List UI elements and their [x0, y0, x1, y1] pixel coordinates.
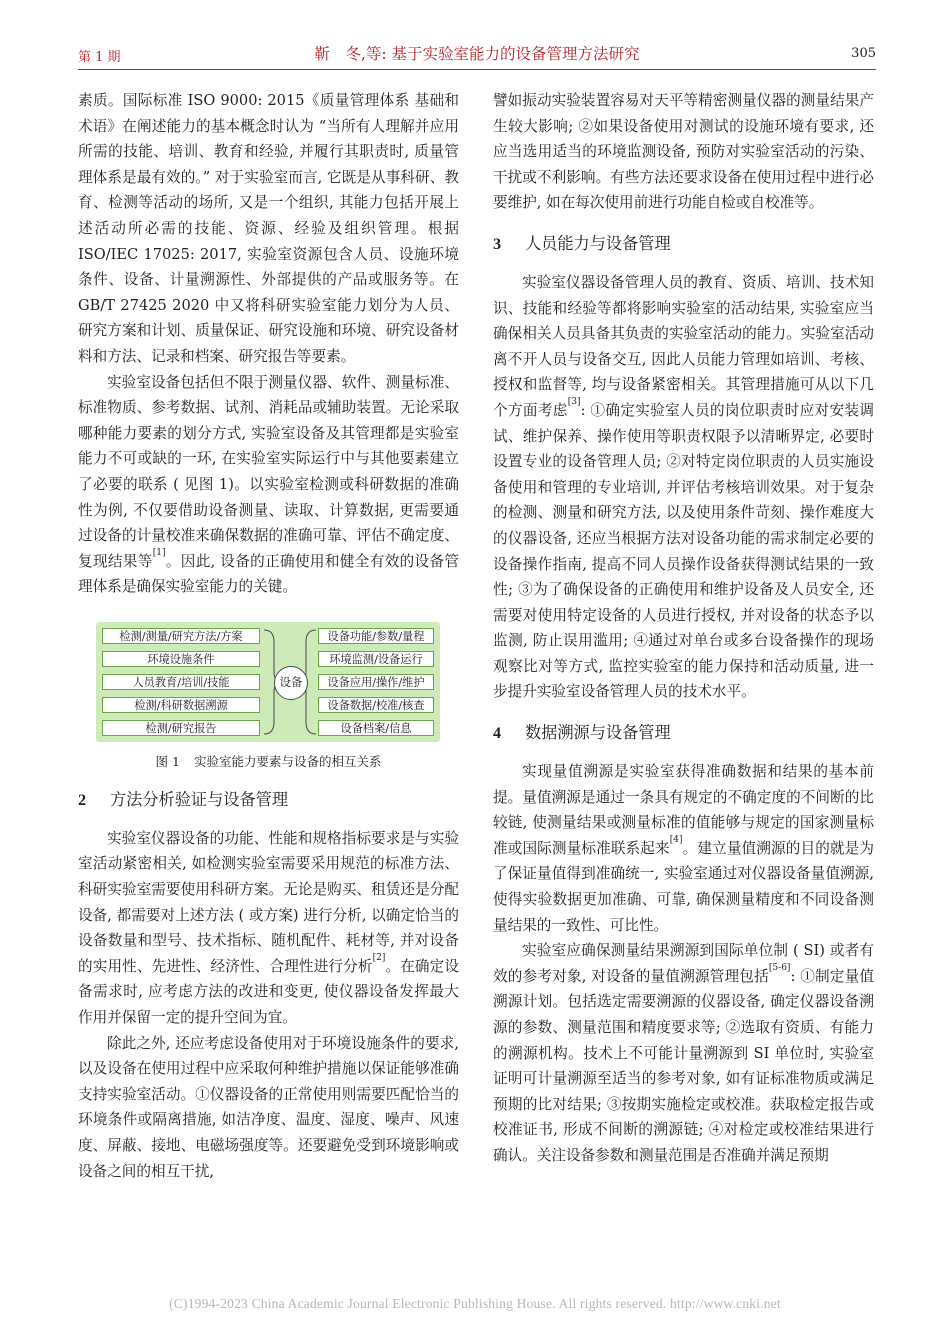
left-element-box: 环境设施条件 — [102, 651, 260, 667]
paragraph: 除此之外, 还应考虑设备使用对于环境设施条件的要求, 以及设备在使用过程中应采取何种维护措施以保证能够准确支持实验室活动。①仪器设备的正常使用则需要匹配恰当的环境条件或隔离措施, 如洁净度、温度、湿度、噪声、风速度、屏蔽、接地、电磁场强度等。还要避免受到环境影响或设备之间的相互干扰, — [78, 1034, 459, 1180]
paragraph: 实验室设备包括但不限于测量仪器、软件、测量标准、标准物质、参考数据、试剂、消耗品或辅助装置。无论采取哪种能力要素的划分方式, 实验室设备及其管理都是实验室能力不可或缺的一环, 在实验室实际运行中与其他要素建立了必要的联系 ( 见图 1)。以实验室检测或科研数据的准确性为例, 不仅要借助设备测量、读取、计算数据, 更需要通过设备的计量校准来确保数据的准确可靠、评估不确定度、复现结果等[1]。因此, 设备的正确使用和健全有效的设备管理体系是确保实验室能力的关键。 — [78, 373, 459, 596]
section-heading: 3 人员能力与设备管理 — [493, 233, 671, 253]
issue-number: 第 1 期 — [78, 50, 121, 65]
paragraph: 素质。国际标准 ISO 9000: 2015《质量管理体系 基础和术语》在阐述能力的基本概念时认为 “当所有人理解并应用所需的技能、培训、教育和经验, 并履行其职责时, 质量管理体系是最有效的。” 对于实验室而言, 它既是从事科研、教育、检测等活动的场所, 又是一个组织, 其能力包括开展上述活动所必需的技能、资源、经验及组织管理。根据 ISO/IEC 17025: 2017, 实验室资源包含人员、设施环境条件、设备、计量溯源性、外部提供的产品或服务等。在 GB/T 27425 2020 中又将科研实验室能力划分为人员、研究方案和计划、质量保证、研究设施和环境、研究设备材料和方法、记录和档案、研究报告等要素。 — [78, 92, 459, 365]
figure-1 — [96, 622, 440, 735]
copyright-footer: (C)1994-2023 China Academic Journal Electronic Publishing House. All rights reserved. http://www.cnki.net — [169, 1296, 781, 1311]
citation[interactable]: [2] — [372, 952, 386, 963]
paragraph: 实验室应确保测量结果溯源到国际单位制 ( SI) 或者有效的参考对象, 对设备的量值溯源管理包括[5-6]: ①制定量值溯源计划。包括选定需要溯源的仪器设备, 确定仪器设备溯源的参数、测量范围和精度要求等; ②选取有资质、有能力的溯源机构。技术上不可能计量溯源到 SI 单位时, 实验室证明可计量溯源至适当的参考对象, 如有证标准物质或满足预期的比对结果; ③按期实施检定或校准。获取检定报告或校准证书, 形成不间断的溯源链; ④对检定或校准结果进行确认。关注设备参数和测量范围是否准确并满足预期 — [493, 942, 875, 1164]
header-rule — [78, 69, 876, 70]
section-heading: 4 数据溯源与设备管理 — [493, 723, 671, 743]
citation[interactable]: [4] — [669, 834, 683, 845]
right-element-box: 设备档案/信息 — [318, 720, 434, 736]
right-element-box: 设备数据/校准/核查 — [318, 697, 434, 713]
right-element-box: 设备应用/操作/维护 — [318, 674, 434, 690]
paragraph: 譬如振动实验装置容易对天平等精密测量仪器的测量结果产生较大影响; ②如果设备使用对测试的设施环境有要求, 还应当选用适当的环境监测设备, 预防对实验室活动的污染、干扰或不利影响。有些方法还要求设备在使用过程中进行必要维护, 如在每次使用前进行功能自检或自校准等。 — [493, 92, 874, 212]
citation[interactable]: [5-6] — [768, 962, 791, 973]
paragraph: 实验室仪器设备的功能、性能和规格指标要求是与实验室活动紧密相关, 如检测实验室需要采用规范的标准方法、科研实验室需要使用科研方案。无论是购买、租赁还是分配设备, 都需要对上述方法 ( 或方案) 进行分析, 以确定恰当的设备数量和型号、技术指标、随机配件、耗材等, 并对设备的实用性、先进性、经济性、合理性进行分析[2]。在确定设备需求时, 应考虑方法的改进和变更, 使仪器设备发挥最大作用并保留一定的提升空间为宜。 — [78, 829, 459, 1027]
running-header — [78, 42, 876, 68]
running-title: 靳 冬,等: 基于实验室能力的设备管理方法研究 — [314, 45, 640, 63]
left-column — [78, 88, 459, 1184]
paragraph: 实验室仪器设备管理人员的教育、资质、培训、技术知识、技能和经验等都将影响实验室的活动结果, 实验室应当确保相关人员具备其负责的实验室活动的能力。实验室活动离不开人员与设备交互, 因此人员能力管理如培训、考核、授权和监督等, 均与设备紧密相关。其管理措施可从以下几个方面考虑[3]: ①确定实验室人员的岗位职责时应对安装调试、维护保养、操作使用等职责权限予以清晰界定, 必要时设置专业的设备管理人员; ②对特定岗位职责的人员实施设备使用和管理的专业培训, 并评估考核培训效果。对于复杂的检测、测量和研究方法, 以及使用条件苛刻、操作难度大的仪器设备, 还应当根据方法对设备功能的需求制定必要的设备操作指南, 提高不同人员操作设备获得测试结果的一致性; ③为了确保设备的正确使用和维护设备及人员安全, 还需要对使用特定设备的人员进行授权, 并对设备的状态予以监测, 防止误用滥用; ④通过对单台或多台设备操作的现场观察比对等方式, 监控实验室的能力保持和活动质量, 进一步提升实验室设备管理人员的技术水平。 — [493, 273, 874, 701]
figure-caption: 图 1 实验室能力要素与设备的相互关系 — [155, 753, 382, 769]
citation[interactable]: [1] — [152, 547, 166, 558]
left-element-box: 检测/科研数据溯源 — [102, 697, 260, 713]
equipment-node: 设备 — [274, 666, 308, 700]
left-element-box: 检测/研究报告 — [102, 720, 260, 736]
left-element-box: 检测/测量/研究方法/方案 — [102, 628, 260, 644]
right-element-box: 设备功能/参数/量程 — [318, 628, 434, 644]
right-column — [493, 88, 874, 1169]
paragraph: 实现量值溯源是实验室获得准确数据和结果的基本前提。量值溯源是通过一条具有规定的不确定度的不间断的比较链, 使测量结果或测量标准的值能够与规定的国家测量标准或国际测量标准联系起来[4]。建立量值溯源的目的就是为了保证量值得到准确统一, 实验室通过对仪器设备量值溯源, 使得实验数据更加准确、可靠, 确保测量精度和不同设备测量结果的一致性、可比性。 — [493, 763, 874, 934]
left-element-box: 人员教育/培训/技能 — [102, 674, 260, 690]
page-number: 305 — [851, 46, 876, 61]
section-heading: 2 方法分析验证与设备管理 — [78, 789, 289, 809]
citation[interactable]: [3] — [567, 396, 581, 407]
right-element-box: 环境监测/设备运行 — [318, 651, 434, 667]
